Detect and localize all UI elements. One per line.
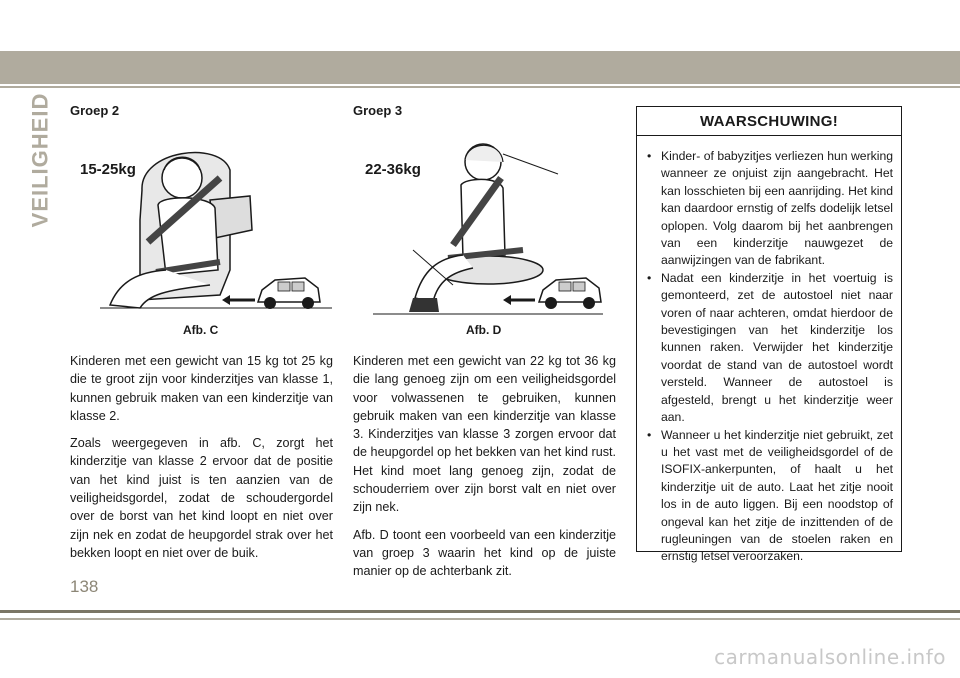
group2-paragraph: Zoals weergegeven in afb. C, zorgt het kinderzitje van klasse 2 ervoor dat de positie van het kind juist is ten aanzien van de veiligheidsgordel, zodat de schoudergordel over de borst van het kind loopt en niet over zijn nek en zodat de heupgordel strak over het bekken loopt en niet over de buik. [70, 436, 333, 560]
footer-rule-dark [0, 610, 960, 613]
group2-text [70, 352, 333, 571]
section-tab [26, 92, 54, 228]
warning-item: • Kinder- of babyzitjes verliezen hun werking wanneer ze onjuist zijn aangebracht. Het kan losschieten bij een aanrijding. Het kind kan daardoor ernstig of zelfs dodelijk letsel oplopen. Volg daarom bij het aanbrengen van een kinderzitje nauwgezet de aanwijzingen van de fabrikant. [647, 148, 893, 270]
warning-list [637, 136, 901, 566]
figure-c-caption: Afb. C [183, 323, 219, 337]
warning-item: • Nadat een kinderzitje in het voertuig is gemonteerd, zet de autostoel niet naar voren of naar achteren, omdat hierdoor de bevestigingen van het kinderzitje los kunnen raken. Verwijder het kinderzitje voordat de stand van de autostoel wordt versteld. Wanneer de autostoel is afgesteld, brengt u het kinderzitje weer aan. [647, 270, 893, 427]
group3-paragraph: Kinderen met een gewicht van 22 kg tot 36 kg die lang genoeg zijn om een veiligheidsgordel voor volwassenen te gebruiken, kunnen gebruik maken van een kinderzitje van klasse 3. Kinderzitjes van klasse 3 zorgen ervoor dat de heupgordel op het bekken van het kind rust. Het kind moet lang genoeg zijn, zodat de schouderriem over zijn borst valt en niet over zijn nek. [353, 354, 616, 515]
figure-c-illustration [70, 130, 340, 320]
group3-text [353, 352, 616, 590]
figure-d-illustration [353, 130, 613, 320]
group3-heading: Groep 3 [353, 103, 403, 118]
top-margin [0, 0, 960, 51]
figure-c-weight: 15-25kg [80, 161, 136, 178]
warning-item: • Wanneer u het kinderzitje niet gebruikt, zet u het vast met de veiligheidsgordel of de ISOFIX-ankerpunten, of haalt u het kinderzitje uit de auto. Laat het zitje nooit los in de auto liggen. Bij een noodstop of ongeval kan het zitje de inzittenden of de rugleuningen van de stoelen raken en ernstig letsel veroorzaken. [647, 427, 893, 566]
figure-c [70, 130, 340, 320]
group3-paragraph: Afb. D toont een voorbeeld van een kinderzitje van groep 3 waarin het kind op de juiste manier op de achterbank zit. [353, 527, 616, 579]
page-number: 138 [70, 577, 99, 596]
figure-d-weight: 22-36kg [365, 161, 421, 178]
group2-heading: Groep 2 [70, 103, 120, 118]
warning-title: WAARSCHUWING! [637, 107, 901, 136]
header-stripe [0, 51, 960, 84]
group2-paragraph: Kinderen met een gewicht van 15 kg tot 25 kg die te groot zijn voor kinderzitjes van klasse 1, kunnen gebruik maken van een kinderzitje van klasse 2. [70, 354, 333, 423]
section-tab-label: VEILIGHEID [27, 92, 52, 228]
watermark-text: carmanualsonline.info [714, 645, 946, 669]
figure-d [353, 130, 613, 320]
figure-d-caption: Afb. D [466, 323, 502, 337]
warning-box [636, 106, 902, 564]
header-rule [0, 86, 960, 88]
